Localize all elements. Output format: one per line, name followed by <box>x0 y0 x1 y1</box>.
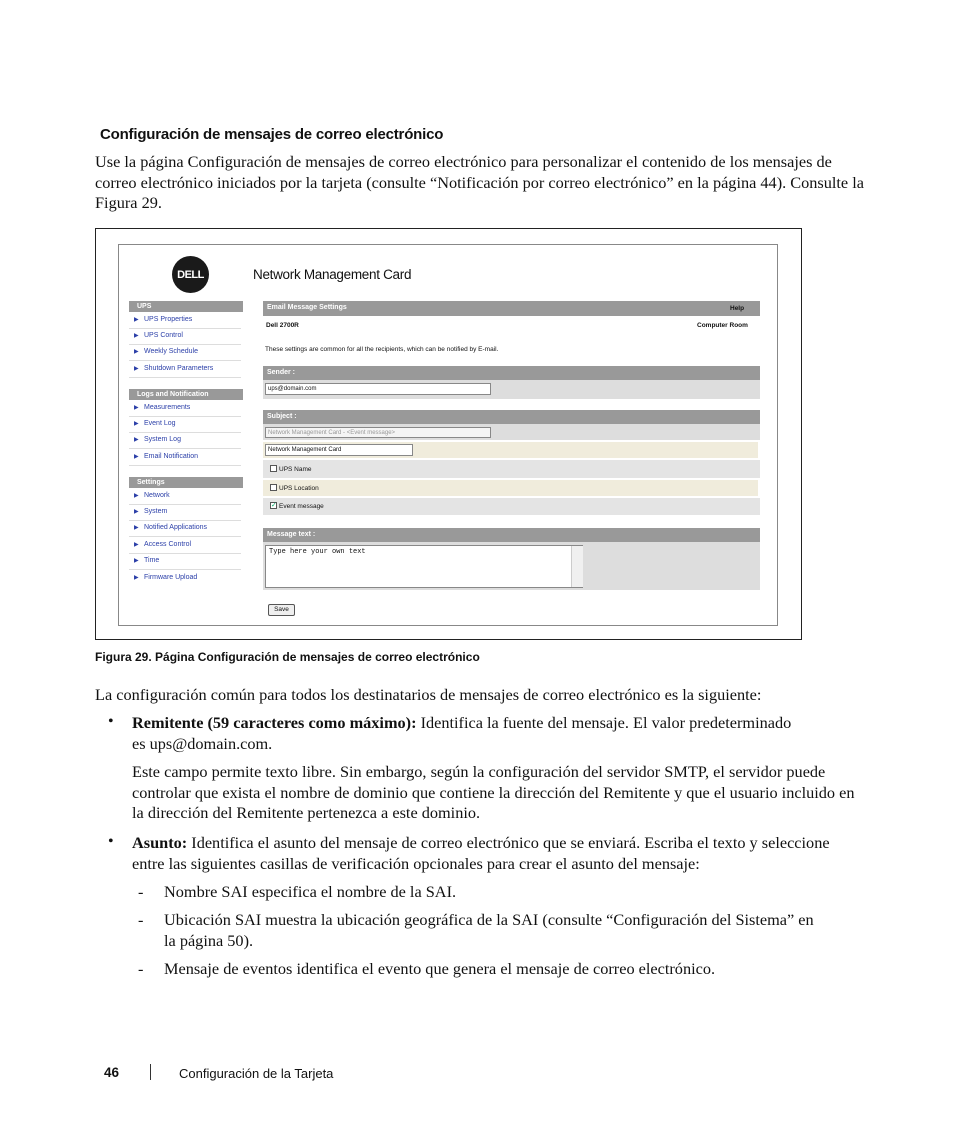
ups-name-label: UPS Name <box>279 466 312 473</box>
app-title: Network Management Card <box>253 267 412 282</box>
event-message-checkbox[interactable]: ✓ <box>271 501 277 509</box>
nav-header-settings: Settings <box>129 477 243 488</box>
save-button[interactable]: Save <box>268 604 295 616</box>
event-message-label: Event message <box>279 503 324 510</box>
bullet-subject: Asunto: Identifica el asunto del mensaje de correo electrónico que se enviará. Escriba el texto y seleccione entre las siguientes casillas de verificación opcionales para crear el asunto del mensaje: <box>132 833 830 873</box>
subject-bar <box>263 410 760 424</box>
dash-item: Ubicación SAI muestra la ubicación geográfica de la SAI (consulte “Configuración del Sistema” en la página 50). <box>164 910 814 950</box>
nav-item-time[interactable]: ▶ Time <box>129 554 241 570</box>
device-name: Dell 2700R <box>266 322 299 329</box>
nav-item-weekly-schedule[interactable]: ▶ Weekly Schedule <box>129 345 241 361</box>
nav-item-measurements[interactable]: ▶ Measurements <box>129 401 241 417</box>
arrow-right-icon: ▶ <box>134 525 139 531</box>
section-title: Configuración de mensajes de correo electrónico <box>100 126 444 143</box>
panel-title-bar <box>263 301 760 316</box>
dash-item: Mensaje de eventos identifica el evento que genera el mensaje de correo electrónico. <box>164 959 716 978</box>
message-scrollbar[interactable] <box>571 546 583 587</box>
ups-name-checkbox[interactable] <box>270 465 277 472</box>
nav-item-event-log[interactable]: ▶ Event Log <box>129 417 241 433</box>
dash-marker: - <box>138 882 144 901</box>
sender-bar <box>263 366 760 380</box>
nav-item-system-log[interactable]: ▶ System Log <box>129 433 241 449</box>
arrow-right-icon: ▶ <box>134 454 139 460</box>
bullet-marker: • <box>108 713 114 730</box>
event-message-row <box>263 498 760 515</box>
footer-divider <box>150 1064 151 1080</box>
nav-header-ups: UPS <box>129 301 243 312</box>
subject-input[interactable]: Network Management Card <box>265 444 413 456</box>
nav-item-firmware-upload[interactable]: ▶ Firmware Upload <box>129 571 241 587</box>
sender-detail: Este campo permite texto libre. Sin embargo, según la configuración del servidor SMTP, el servidor puede controlar que exista el nombre de dominio que contiene la dirección del Remitente y que el usuario incluido en la dirección del Remitente pertenezca a este dominio. <box>132 762 855 822</box>
bullet-sender: Remitente (59 caracteres como máximo): Identifica la fuente del mensaje. El valor predeterminado es ups@domain.com. <box>132 713 792 753</box>
arrow-right-icon: ▶ <box>134 493 139 499</box>
page-number: 46 <box>104 1065 120 1080</box>
message-bar <box>263 528 760 542</box>
device-location: Computer Room <box>697 322 748 329</box>
figure-caption: Figura 29. Página Configuración de mensajes de correo electrónico <box>95 650 480 664</box>
bullet-marker: • <box>108 833 114 850</box>
dash-marker: - <box>138 910 144 929</box>
ups-name-row <box>263 460 760 478</box>
arrow-right-icon: ▶ <box>134 509 139 515</box>
ups-location-label: UPS Location <box>279 485 319 492</box>
intro-paragraph: Use la página Configuración de mensajes de correo electrónico para personalizar el contenido de los mensajes de correo electrónico iniciados por la tarjeta (consulte “Notificación por correo electrónico” en la página 44). Consulte la Figura 29. <box>95 152 864 212</box>
arrow-right-icon: ▶ <box>134 575 139 581</box>
chapter-title: Configuración de la Tarjeta <box>179 1066 334 1081</box>
panel-title: Email Message Settings <box>267 304 347 311</box>
nav-item-system[interactable]: ▶ System <box>129 505 241 521</box>
ups-location-checkbox[interactable] <box>270 484 277 491</box>
arrow-right-icon: ▶ <box>134 317 139 323</box>
common-note: These settings are common for all the recipients, which can be notified by E-mail. <box>265 346 499 353</box>
nav-item-access-control[interactable]: ▶ Access Control <box>129 538 241 554</box>
arrow-right-icon: ▶ <box>134 366 139 372</box>
common-intro: La configuración común para todos los destinatarios de mensajes de correo electrónico es la siguiente: <box>95 685 762 704</box>
dell-logo: DELL <box>172 256 209 293</box>
arrow-right-icon: ▶ <box>134 437 139 443</box>
dash-item: Nombre SAI especifica el nombre de la SAI. <box>164 882 457 901</box>
arrow-right-icon: ▶ <box>134 349 139 355</box>
dash-marker: - <box>138 959 144 978</box>
nav-item-shutdown-parameters[interactable]: ▶ Shutdown Parameters <box>129 362 241 378</box>
nav-item-notified-applications[interactable]: ▶ Notified Applications <box>129 521 241 537</box>
nav-item-ups-control[interactable]: ▶ UPS Control <box>129 329 241 345</box>
arrow-right-icon: ▶ <box>134 558 139 564</box>
nav-item-email-notification[interactable]: ▶ Email Notification <box>129 450 241 466</box>
arrow-right-icon: ▶ <box>134 421 139 427</box>
nav-item-ups-properties[interactable]: ▶ UPS Properties <box>129 313 241 329</box>
sender-input[interactable]: ups@domain.com <box>265 383 491 395</box>
message-label: Message text : <box>267 531 316 538</box>
nav-item-network[interactable]: ▶ Network <box>129 489 241 505</box>
help-link[interactable]: Help <box>730 305 745 312</box>
arrow-right-icon: ▶ <box>134 333 139 339</box>
arrow-right-icon: ▶ <box>134 405 139 411</box>
nav-header-logs: Logs and Notification <box>129 389 243 400</box>
subject-label: Subject : <box>267 413 297 420</box>
subject-preview-field: Network Management Card - <Event message> <box>265 427 491 438</box>
message-textarea[interactable]: Type here your own text <box>265 545 583 588</box>
ups-location-row <box>263 480 758 496</box>
sender-label: Sender : <box>267 369 296 376</box>
arrow-right-icon: ▶ <box>134 542 139 548</box>
